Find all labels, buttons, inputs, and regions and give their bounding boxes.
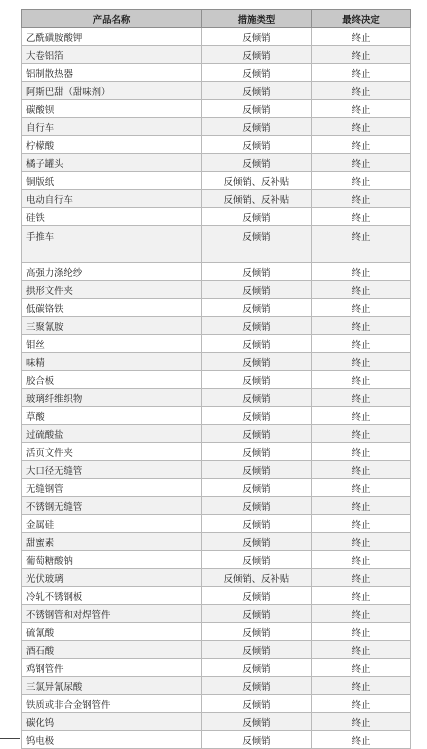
table-row	[22, 353, 411, 371]
cell-final-decision: 终止	[312, 226, 411, 263]
cell-final-decision: 终止	[312, 190, 411, 208]
cell-measure-type: 反倾销	[202, 407, 312, 425]
cell-final-decision: 终止	[312, 461, 411, 479]
cell-final-decision: 终止	[312, 497, 411, 515]
cell-measure-type: 反倾销	[202, 623, 312, 641]
cell-measure-type: 反倾销	[202, 353, 312, 371]
cell-product-name: 自行车	[22, 118, 202, 136]
table-row	[22, 695, 411, 713]
cell-product-name: 不锈钢无缝管	[22, 497, 202, 515]
table-row	[22, 641, 411, 659]
cell-final-decision: 终止	[312, 172, 411, 190]
table-row	[22, 497, 411, 515]
cell-measure-type: 反倾销	[202, 208, 312, 226]
cell-product-name: 硫氰酸	[22, 623, 202, 641]
table-row	[22, 317, 411, 335]
table-row	[22, 659, 411, 677]
table-row	[22, 208, 411, 226]
cell-final-decision: 终止	[312, 154, 411, 172]
cell-product-name: 大口径无缝管	[22, 461, 202, 479]
cell-measure-type: 反倾销、反补贴	[202, 569, 312, 587]
cell-measure-type: 反倾销	[202, 443, 312, 461]
cell-measure-type: 反倾销	[202, 154, 312, 172]
trade-measures-table	[21, 9, 411, 749]
cell-product-name: 酒石酸	[22, 641, 202, 659]
cell-measure-type: 反倾销	[202, 677, 312, 695]
cell-measure-type: 反倾销	[202, 641, 312, 659]
cell-final-decision: 终止	[312, 479, 411, 497]
cell-measure-type: 反倾销	[202, 587, 312, 605]
cell-product-name: 高强力涤纶纱	[22, 263, 202, 281]
cell-measure-type: 反倾销	[202, 605, 312, 623]
cell-measure-type: 反倾销	[202, 425, 312, 443]
table-body	[22, 28, 411, 749]
cell-product-name: 硅铁	[22, 208, 202, 226]
cell-final-decision: 终止	[312, 389, 411, 407]
cell-measure-type: 反倾销	[202, 371, 312, 389]
table-row	[22, 407, 411, 425]
cell-product-name: 钼丝	[22, 335, 202, 353]
cell-product-name: 光伏玻璃	[22, 569, 202, 587]
table-row	[22, 443, 411, 461]
cell-final-decision: 终止	[312, 731, 411, 749]
cell-product-name: 大卷铝箔	[22, 46, 202, 64]
table-row	[22, 118, 411, 136]
cell-measure-type: 反倾销	[202, 731, 312, 749]
cell-product-name: 橘子罐头	[22, 154, 202, 172]
cell-product-name: 草酸	[22, 407, 202, 425]
table-row	[22, 190, 411, 208]
header-final-decision: 最终决定	[312, 10, 411, 28]
cell-measure-type: 反倾销	[202, 551, 312, 569]
table-row	[22, 82, 411, 100]
footnote-rule	[0, 738, 20, 739]
cell-final-decision: 终止	[312, 371, 411, 389]
cell-measure-type: 反倾销	[202, 136, 312, 154]
cell-measure-type: 反倾销	[202, 479, 312, 497]
table-row	[22, 569, 411, 587]
cell-product-name: 不锈钢管和对焊管件	[22, 605, 202, 623]
cell-final-decision: 终止	[312, 605, 411, 623]
cell-product-name: 乙酰磺胺酸钾	[22, 28, 202, 46]
document-page	[21, 9, 410, 749]
cell-product-name: 玻璃纤维织物	[22, 389, 202, 407]
cell-measure-type: 反倾销	[202, 497, 312, 515]
table-row	[22, 100, 411, 118]
table-row	[22, 172, 411, 190]
table-row	[22, 425, 411, 443]
cell-product-name: 阿斯巴甜（甜味剂）	[22, 82, 202, 100]
cell-final-decision: 终止	[312, 28, 411, 46]
cell-final-decision: 终止	[312, 299, 411, 317]
cell-final-decision: 终止	[312, 515, 411, 533]
cell-final-decision: 终止	[312, 551, 411, 569]
cell-measure-type: 反倾销	[202, 695, 312, 713]
cell-final-decision: 终止	[312, 641, 411, 659]
cell-measure-type: 反倾销	[202, 82, 312, 100]
cell-final-decision: 终止	[312, 281, 411, 299]
cell-final-decision: 终止	[312, 659, 411, 677]
cell-product-name: 钨电极	[22, 731, 202, 749]
cell-final-decision: 终止	[312, 317, 411, 335]
table-row	[22, 533, 411, 551]
table-row	[22, 28, 411, 46]
cell-final-decision: 终止	[312, 82, 411, 100]
cell-product-name: 过硫酸盐	[22, 425, 202, 443]
cell-measure-type: 反倾销	[202, 263, 312, 281]
table-row	[22, 587, 411, 605]
cell-product-name: 柠檬酸	[22, 136, 202, 154]
table-row	[22, 731, 411, 749]
table-row	[22, 136, 411, 154]
table-row	[22, 605, 411, 623]
table-header	[22, 10, 411, 28]
cell-product-name: 碳化钨	[22, 713, 202, 731]
table-row	[22, 299, 411, 317]
cell-measure-type: 反倾销	[202, 335, 312, 353]
table-row	[22, 371, 411, 389]
table-row	[22, 551, 411, 569]
cell-measure-type: 反倾销	[202, 515, 312, 533]
cell-final-decision: 终止	[312, 136, 411, 154]
header-product-name: 产品名称	[22, 10, 202, 28]
table-row	[22, 677, 411, 695]
cell-product-name: 胶合板	[22, 371, 202, 389]
cell-final-decision: 终止	[312, 46, 411, 64]
cell-measure-type: 反倾销	[202, 46, 312, 64]
table-row	[22, 389, 411, 407]
cell-product-name: 无缝钢管	[22, 479, 202, 497]
cell-product-name: 铜版纸	[22, 172, 202, 190]
cell-measure-type: 反倾销	[202, 281, 312, 299]
cell-measure-type: 反倾销	[202, 118, 312, 136]
cell-product-name: 三氯异氰尿酸	[22, 677, 202, 695]
cell-final-decision: 终止	[312, 208, 411, 226]
cell-final-decision: 终止	[312, 695, 411, 713]
cell-product-name: 碳酸钡	[22, 100, 202, 118]
cell-product-name: 低碳铬铁	[22, 299, 202, 317]
table-row	[22, 226, 411, 263]
cell-measure-type: 反倾销	[202, 317, 312, 335]
table-row	[22, 64, 411, 82]
cell-product-name: 葡萄糖酸钠	[22, 551, 202, 569]
table-row	[22, 335, 411, 353]
cell-measure-type: 反倾销	[202, 64, 312, 82]
cell-product-name: 甜蜜素	[22, 533, 202, 551]
cell-measure-type: 反倾销	[202, 461, 312, 479]
table-row	[22, 46, 411, 64]
header-measure-type: 措施类型	[202, 10, 312, 28]
cell-product-name: 铝制散热器	[22, 64, 202, 82]
cell-final-decision: 终止	[312, 407, 411, 425]
table-row	[22, 154, 411, 172]
table-row	[22, 623, 411, 641]
cell-product-name: 电动自行车	[22, 190, 202, 208]
cell-final-decision: 终止	[312, 353, 411, 371]
cell-measure-type: 反倾销	[202, 100, 312, 118]
cell-final-decision: 终止	[312, 569, 411, 587]
table-row	[22, 479, 411, 497]
cell-final-decision: 终止	[312, 443, 411, 461]
cell-measure-type: 反倾销	[202, 659, 312, 677]
cell-product-name: 鸡钢管件	[22, 659, 202, 677]
cell-product-name: 手推车	[22, 226, 202, 263]
cell-measure-type: 反倾销	[202, 299, 312, 317]
cell-product-name: 铁质或非合金钢管件	[22, 695, 202, 713]
cell-final-decision: 终止	[312, 100, 411, 118]
cell-final-decision: 终止	[312, 425, 411, 443]
cell-measure-type: 反倾销	[202, 28, 312, 46]
cell-final-decision: 终止	[312, 118, 411, 136]
cell-final-decision: 终止	[312, 677, 411, 695]
cell-final-decision: 终止	[312, 533, 411, 551]
cell-final-decision: 终止	[312, 263, 411, 281]
cell-measure-type: 反倾销	[202, 533, 312, 551]
cell-final-decision: 终止	[312, 64, 411, 82]
cell-product-name: 味精	[22, 353, 202, 371]
cell-measure-type: 反倾销	[202, 713, 312, 731]
cell-final-decision: 终止	[312, 335, 411, 353]
cell-product-name: 冷轧不锈钢板	[22, 587, 202, 605]
cell-measure-type: 反倾销、反补贴	[202, 190, 312, 208]
table-row	[22, 515, 411, 533]
cell-product-name: 金属硅	[22, 515, 202, 533]
cell-product-name: 拱形文件夹	[22, 281, 202, 299]
cell-measure-type: 反倾销、反补贴	[202, 172, 312, 190]
cell-final-decision: 终止	[312, 623, 411, 641]
cell-product-name: 三聚氰胺	[22, 317, 202, 335]
cell-product-name: 活页文件夹	[22, 443, 202, 461]
cell-final-decision: 终止	[312, 587, 411, 605]
cell-measure-type: 反倾销	[202, 226, 312, 263]
table-row	[22, 713, 411, 731]
table-row	[22, 281, 411, 299]
table-row	[22, 263, 411, 281]
table-row	[22, 461, 411, 479]
cell-final-decision: 终止	[312, 713, 411, 731]
cell-measure-type: 反倾销	[202, 389, 312, 407]
